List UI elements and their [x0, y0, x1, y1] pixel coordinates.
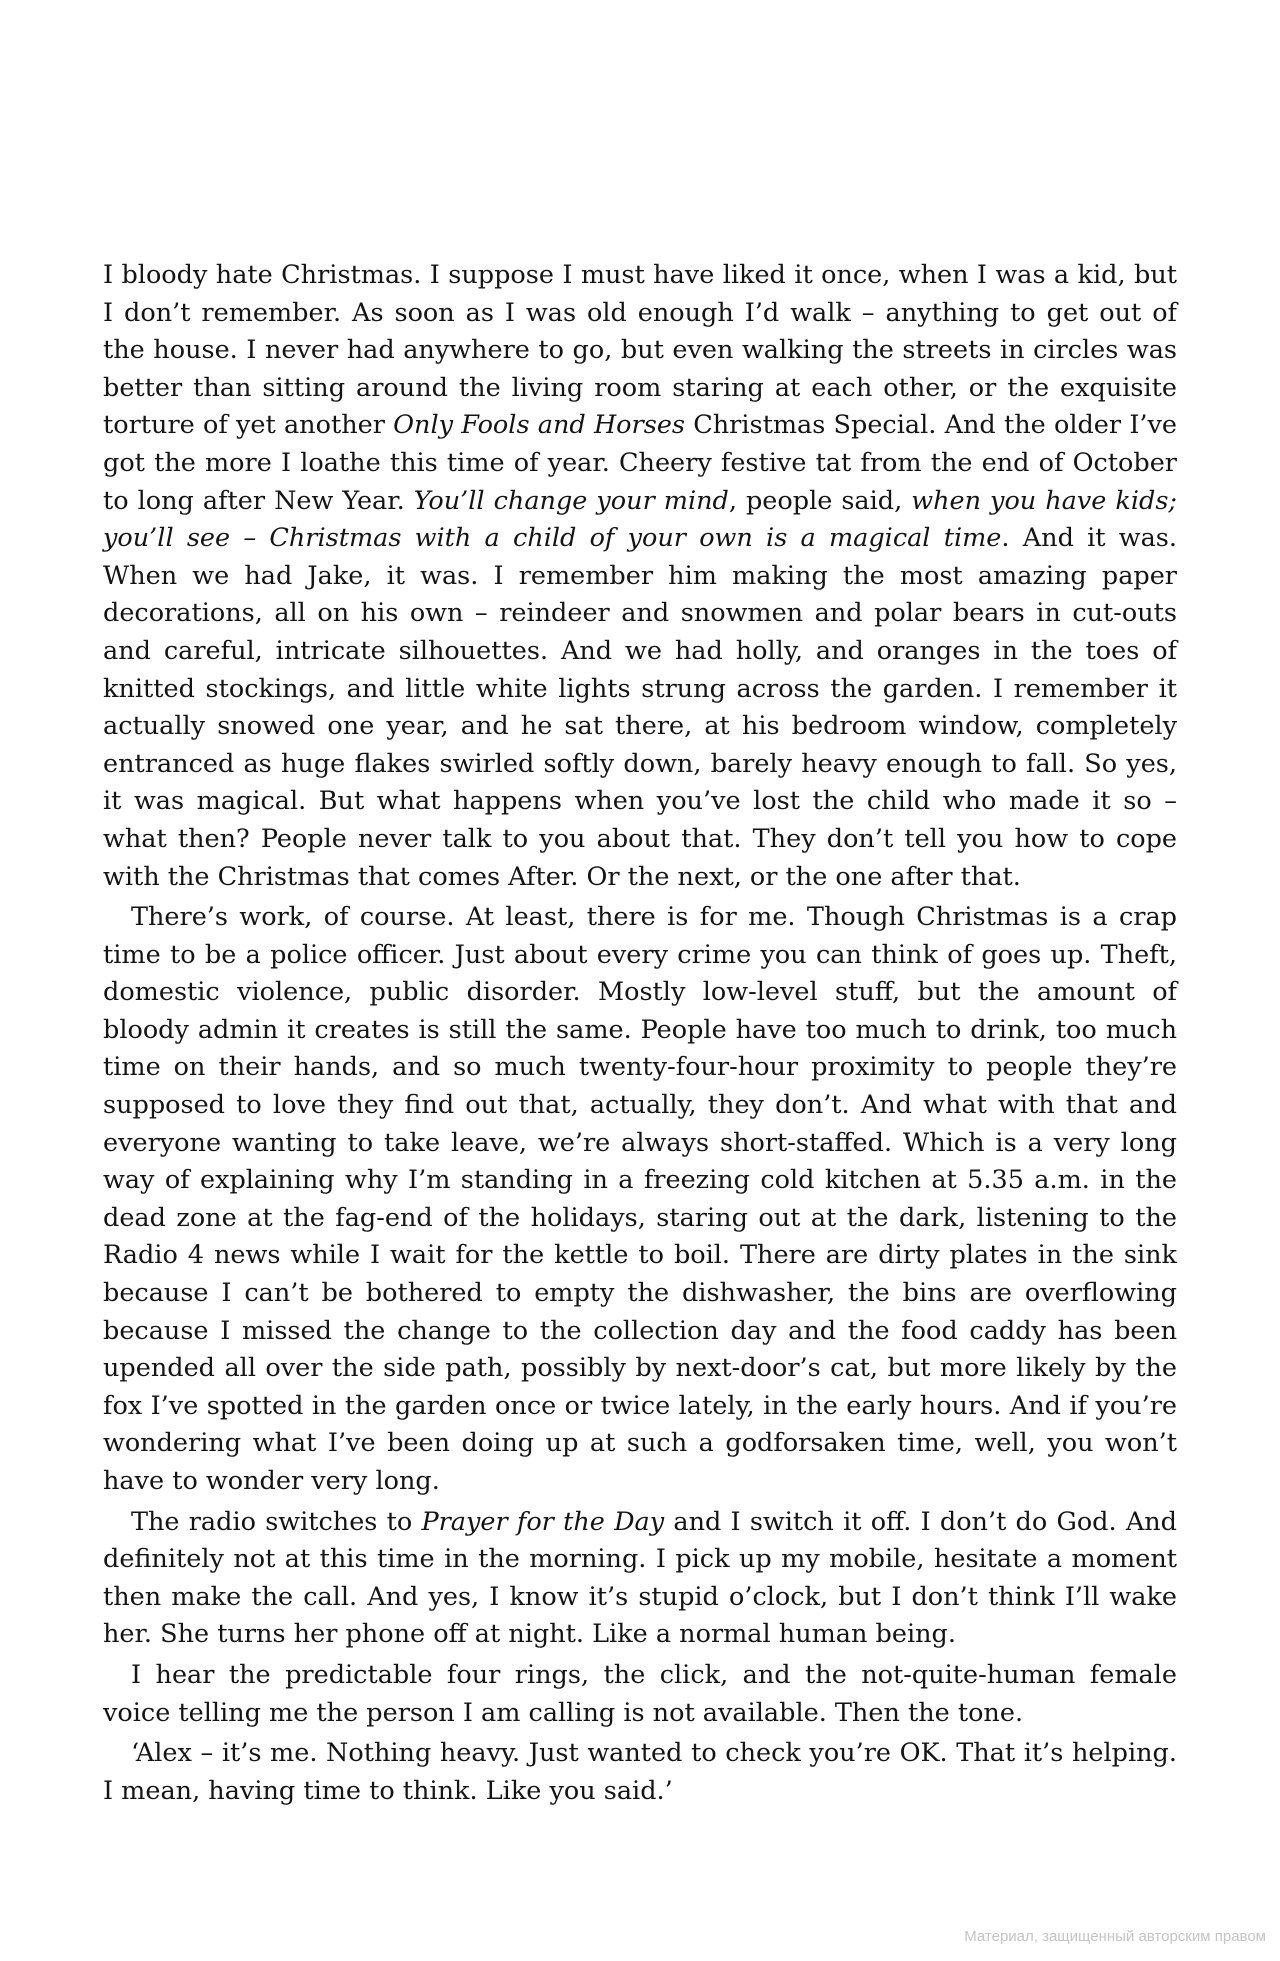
text-segment: I hear the predictable four rings, the click, and the not-quite-human female voice telling me the person I am calling is not available. Then the tone. — [103, 1659, 1177, 1728]
text-segment: , people said, — [728, 485, 912, 516]
text-segment: . And it was. When we had Jake, it was. I remember him making the most amazing paper decorations, all on his own – reindeer and snowmen and polar bears in cut-outs and careful, intricate silhouettes. And we had holly, and oranges in the toes of knitted stockings, and little white lights strung across the garden. I remember it actually snowed one year, and he sat there, at his bedroom window, completely entranced as huge flakes swirled softly down, barely heavy enough to fall. So yes, it was magical. But what happens when you’ve lost the child who made it so – what then? People never talk to you about that. They don’t tell you how to cope with the Christmas that comes After. Or the next, or the one after that. — [103, 523, 1177, 892]
text-segment-italic: Only Fools and Horses — [393, 410, 685, 441]
text-segment-italic: Prayer for the Day — [421, 1506, 665, 1537]
body-text — [103, 257, 1177, 1810]
text-segment-italic: You’ll change your mind — [413, 485, 729, 516]
text-segment: The radio switches to — [131, 1506, 422, 1537]
text-segment: and I switch it off. I don’t do God. And definitely not at this time in the morning. I pick up my mobile, hesitate a moment then make the call. And yes, I know it’s stupid o’clock, but I don’t think I’ll wake her. She turns her phone off at night. Like a normal human being. — [103, 1506, 1177, 1650]
text-segment: I bloody hate Christmas. I suppose I must have liked it once, when I was a kid, but I don’t remember. As soon as I was old enough I’d walk – anything to get out of the house. I never had anywhere to go, but even walking the streets in circles was better than sitting around the living room staring at each other, or the exquisite torture of yet another — [103, 260, 1177, 441]
text-segment: Christmas Special. And the older I’ve got the more I loathe this time of year. Cheery festive tat from the end of October to long after New Year. — [103, 410, 1177, 516]
copyright-watermark: Материал, защищенный авторским правом — [964, 1928, 1266, 1945]
paragraph — [103, 899, 1177, 1501]
paragraph — [103, 1735, 1177, 1810]
text-segment: ‘Alex – it’s me. Nothing heavy. Just wanted to check you’re OK. That it’s helping. I mean, having time to think. Like you said.’ — [103, 1738, 1177, 1806]
text-segment: There’s work, of course. At least, there is for me. Though Christmas is a crap time to be a police officer. Just about every crime you can think of goes up. Theft, domestic violence, public disorder. Mostly low-level stuff, but the amount of bloody admin it creates is still the same. People have too much to drink, too much time on their hands, and so much twenty-four-hour proximity to people they’re supposed to love they find out that, actually, they don’t. And what with that and everyone wanting to take leave, we’re always short-staffed. Which is a very long way of explaining why I’m standing in a freezing cold kitchen at 5.35 a.m. in the dead zone at the fag-end of the holidays, staring out at the dark, listening to the Radio 4 news while I wait for the kettle to boil. There are dirty plates in the sink because I can’t be bothered to empty the dishwasher, the bins are overflowing because I missed the change to the collection day and the food caddy has been upended all over the side path, possibly by next-door’s cat, but more likely by the fox I’ve spotted in the garden once or twice lately, in the early hours. And if you’re wondering what I’ve been doing up at such a godforsaken time, well, you won’t have to wonder very long. — [103, 902, 1177, 1496]
paragraph — [103, 257, 1177, 896]
text-segment-italic: when you have kids; you’ll see – Christmas with a child of your own is a magical time — [103, 485, 1177, 554]
paragraph — [103, 1657, 1177, 1732]
paragraph — [103, 1504, 1177, 1654]
